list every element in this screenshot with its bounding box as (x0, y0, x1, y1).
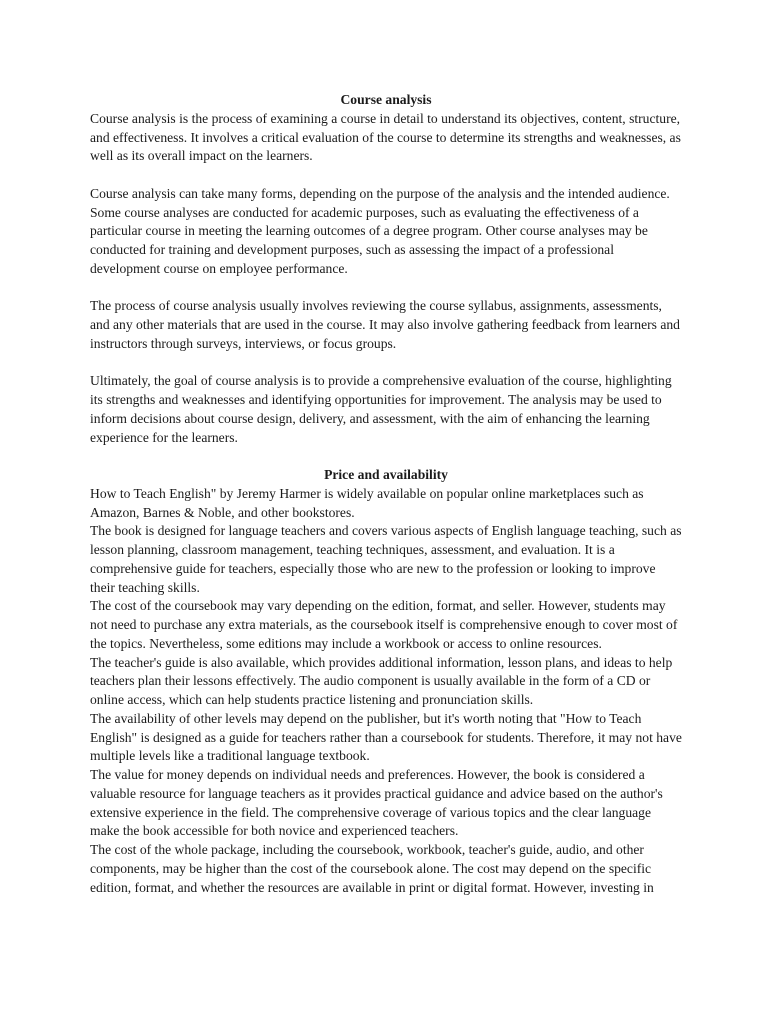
paragraph: The availability of other levels may depend on the publisher, but it's worth noting that "How to Teach English" is designed as a guide for teachers rather than a coursebook for students. Therefore, it may not have multiple levels like a traditional language textbook. (90, 710, 682, 764)
paragraph-spacer (90, 354, 682, 373)
section-heading-price-and-availability: Price and availability (324, 467, 448, 482)
paragraph: The book is designed for language teachers and covers various aspects of English language teaching, such as lesson planning, classroom management, teaching techniques, assessment, and evaluation. It is a comprehensive guide for teachers, especially those who are new to the profession or looking to improve their teaching skills. (90, 523, 682, 595)
paragraph: The cost of the whole package, including the coursebook, workbook, teacher's guide, audio, and other components, may be higher than the cost of the coursebook alone. The cost may depend on the specific edition, format, and whether the resources are available in print or digital format. However, investing in (90, 842, 654, 895)
paragraph: Course analysis can take many forms, depending on the purpose of the analysis and the intended audience. Some course analyses are conducted for academic purposes, such as evaluating the effectiveness of a particular course in meeting the learning outcomes of a degree program. Other course analyses may be conducted for training and development purposes, such as assessing the impact of a professional development course on employee performance. (90, 185, 670, 276)
document-page (90, 91, 682, 897)
paragraph-spacer (90, 279, 682, 298)
paragraph: Ultimately, the goal of course analysis is to provide a comprehensive evaluation of the course, highlighting its strengths and weaknesses and identifying opportunities for improvement. The analysis may be used to inform decisions about course design, delivery, and assessment, with the aim of enhancing the learning experience for the learners. (90, 373, 672, 445)
section-heading-course-analysis: Course analysis (340, 92, 432, 107)
paragraph-spacer (90, 447, 682, 466)
paragraph: How to Teach English" by Jeremy Harmer is widely available on popular online marketplaces such as Amazon, Barnes & Noble, and other bookstores. (90, 485, 644, 520)
paragraph: The teacher's guide is also available, which provides additional information, lesson plans, and ideas to help teachers plan their lessons effectively. The audio component is usually available in the form of a CD or online access, which can help students practice listening and pronunciation skills. (90, 654, 673, 707)
paragraph: The value for money depends on individual needs and preferences. However, the book is considered a valuable resource for language teachers as it provides practical guidance and advice based on the author's extensive experience in the field. The comprehensive coverage of various topics and the clear language make the book accessible for both novice and experienced teachers. (90, 767, 663, 839)
paragraph-spacer (90, 166, 682, 185)
paragraph: The process of course analysis usually involves reviewing the course syllabus, assignments, assessments, and any other materials that are used in the course. It may also involve gathering feedback from learners and instructors through surveys, interviews, or focus groups. (90, 298, 680, 351)
paragraph: The cost of the coursebook may vary depending on the edition, format, and seller. However, students may not need to purchase any extra materials, as the coursebook itself is comprehensive enough to cover most of the topics. Nevertheless, some editions may include a workbook or access to online resources. (90, 598, 678, 651)
paragraph: Course analysis is the process of examining a course in detail to understand its objectives, content, structure, and effectiveness. It involves a critical evaluation of the course to determine its strengths and weaknesses, as well as its overall impact on the learners. (90, 110, 681, 164)
